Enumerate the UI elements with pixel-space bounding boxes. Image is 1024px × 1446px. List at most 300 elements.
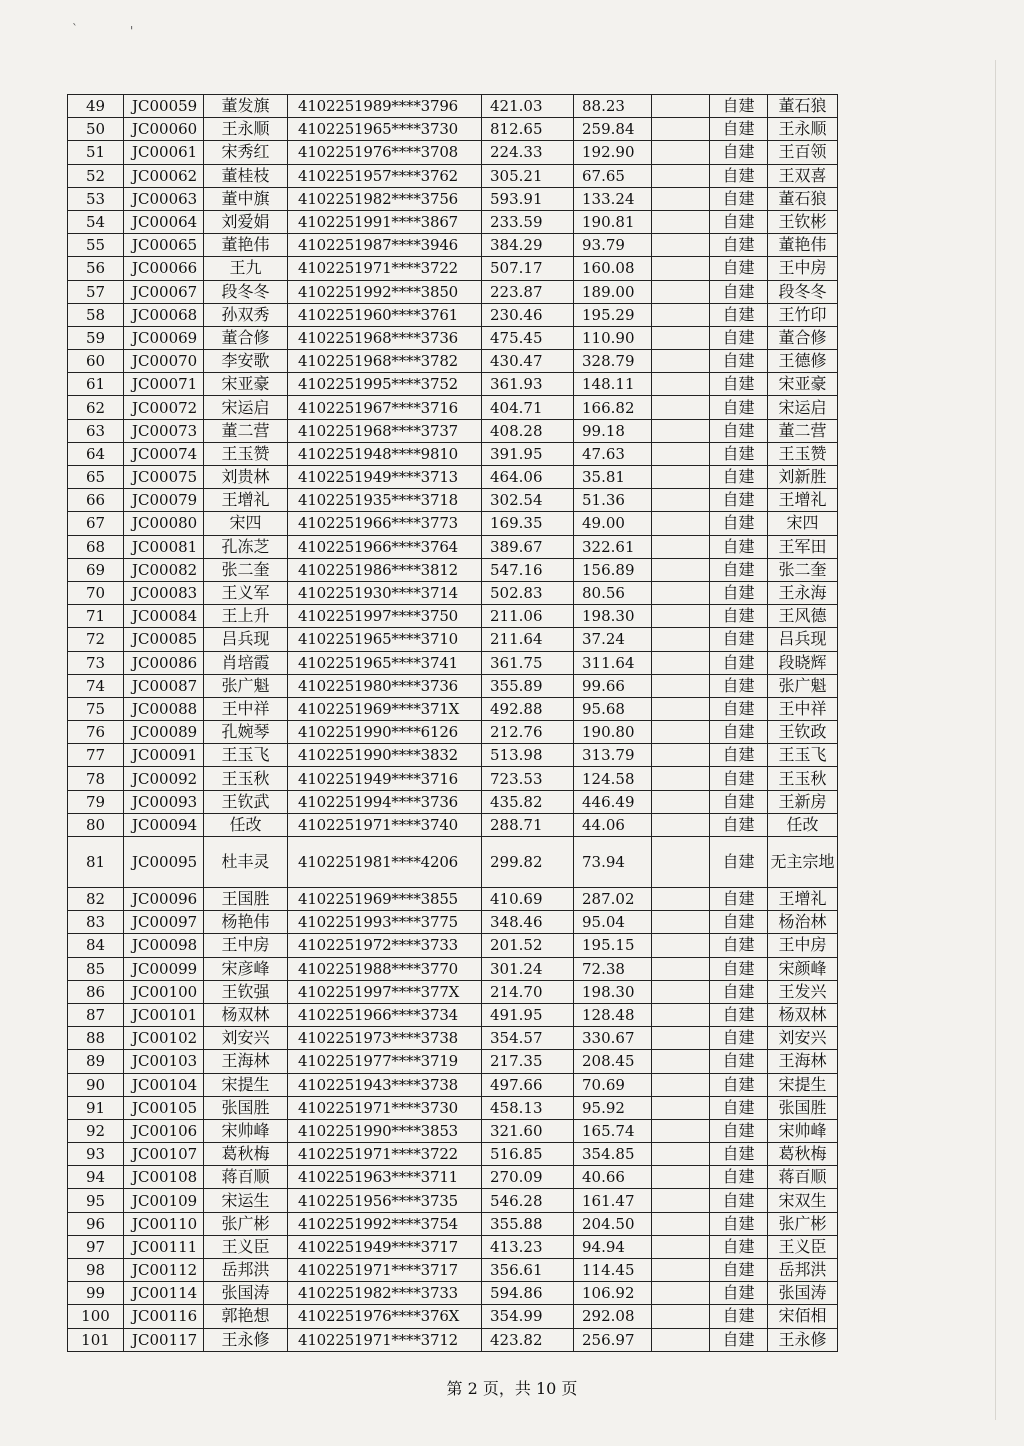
holder-name: 宋四 <box>204 512 288 535</box>
owner-name: 宋四 <box>768 512 838 535</box>
build-type: 自建 <box>710 442 768 465</box>
area-value-2: 166.82 <box>574 396 652 419</box>
area-value-2: 192.90 <box>574 141 652 164</box>
empty-cell <box>652 489 710 512</box>
row-number: 53 <box>68 187 124 210</box>
area-value-1: 299.82 <box>482 837 574 888</box>
area-value-1: 301.24 <box>482 957 574 980</box>
row-number: 101 <box>68 1328 124 1351</box>
area-value-2: 287.02 <box>574 888 652 911</box>
owner-name: 段晓辉 <box>768 651 838 674</box>
empty-cell <box>652 1027 710 1050</box>
build-type: 自建 <box>710 210 768 233</box>
parcel-code: JC00059 <box>124 95 204 118</box>
table-row <box>68 767 838 790</box>
table-row <box>68 350 838 373</box>
empty-cell <box>652 1073 710 1096</box>
parcel-code: JC00096 <box>124 888 204 911</box>
row-number: 86 <box>68 980 124 1003</box>
build-type: 自建 <box>710 1073 768 1096</box>
table-row <box>68 837 838 888</box>
owner-name: 宋颜峰 <box>768 957 838 980</box>
row-number: 52 <box>68 164 124 187</box>
id-number: 4102251991****3867 <box>288 210 482 233</box>
owner-name: 王永修 <box>768 1328 838 1351</box>
table-row <box>68 1259 838 1282</box>
row-number: 79 <box>68 790 124 813</box>
owner-name: 任改 <box>768 813 838 836</box>
owner-name: 王玉飞 <box>768 744 838 767</box>
row-number: 93 <box>68 1143 124 1166</box>
owner-name: 吕兵现 <box>768 628 838 651</box>
area-value-1: 212.76 <box>482 721 574 744</box>
id-number: 4102251990****3832 <box>288 744 482 767</box>
id-number: 4102251993****3775 <box>288 911 482 934</box>
parcel-code: JC00097 <box>124 911 204 934</box>
build-type: 自建 <box>710 373 768 396</box>
row-number: 97 <box>68 1235 124 1258</box>
id-number: 4102251990****6126 <box>288 721 482 744</box>
holder-name: 张国涛 <box>204 1282 288 1305</box>
area-value-1: 513.98 <box>482 744 574 767</box>
area-value-2: 190.80 <box>574 721 652 744</box>
id-number: 4102251994****3736 <box>288 790 482 813</box>
id-number: 4102251977****3719 <box>288 1050 482 1073</box>
area-value-2: 195.15 <box>574 934 652 957</box>
row-number: 77 <box>68 744 124 767</box>
row-number: 67 <box>68 512 124 535</box>
empty-cell <box>652 1003 710 1026</box>
area-value-2: 195.29 <box>574 303 652 326</box>
owner-name: 王义臣 <box>768 1235 838 1258</box>
id-number: 4102251968****3736 <box>288 326 482 349</box>
area-value-1: 384.29 <box>482 234 574 257</box>
owner-name: 张广彬 <box>768 1212 838 1235</box>
id-number: 4102251965****3730 <box>288 118 482 141</box>
area-value-1: 546.28 <box>482 1189 574 1212</box>
parcel-code: JC00100 <box>124 980 204 1003</box>
table-row <box>68 1027 838 1050</box>
area-value-2: 354.85 <box>574 1143 652 1166</box>
area-value-2: 292.08 <box>574 1305 652 1328</box>
id-number: 4102251973****3738 <box>288 1027 482 1050</box>
row-number: 80 <box>68 813 124 836</box>
empty-cell <box>652 187 710 210</box>
holder-name: 李安歌 <box>204 350 288 373</box>
empty-cell <box>652 1143 710 1166</box>
build-type: 自建 <box>710 1328 768 1351</box>
build-type: 自建 <box>710 1259 768 1282</box>
table-row <box>68 489 838 512</box>
table-row <box>68 721 838 744</box>
build-type: 自建 <box>710 790 768 813</box>
holder-name: 王钦武 <box>204 790 288 813</box>
table-row <box>68 957 838 980</box>
area-value-2: 311.64 <box>574 651 652 674</box>
parcel-code: JC00074 <box>124 442 204 465</box>
row-number: 98 <box>68 1259 124 1282</box>
holder-name: 王永顺 <box>204 118 288 141</box>
build-type: 自建 <box>710 674 768 697</box>
owner-name: 董合修 <box>768 326 838 349</box>
holder-name: 郭艳想 <box>204 1305 288 1328</box>
id-number: 4102251969****371X <box>288 697 482 720</box>
table-row <box>68 697 838 720</box>
area-value-1: 223.87 <box>482 280 574 303</box>
scan-artifact: ' <box>130 24 134 38</box>
owner-name: 杨治林 <box>768 911 838 934</box>
area-value-2: 35.81 <box>574 466 652 489</box>
row-number: 73 <box>68 651 124 674</box>
empty-cell <box>652 1166 710 1189</box>
owner-name: 王海林 <box>768 1050 838 1073</box>
owner-name: 董二营 <box>768 419 838 442</box>
id-number: 4102251989****3796 <box>288 95 482 118</box>
id-number: 4102251990****3853 <box>288 1119 482 1142</box>
holder-name: 张二奎 <box>204 558 288 581</box>
parcel-code: JC00064 <box>124 210 204 233</box>
build-type: 自建 <box>710 466 768 489</box>
area-value-1: 217.35 <box>482 1050 574 1073</box>
holder-name: 段冬冬 <box>204 280 288 303</box>
build-type: 自建 <box>710 303 768 326</box>
owner-name: 蒋百顺 <box>768 1166 838 1189</box>
empty-cell <box>652 1119 710 1142</box>
table-row <box>68 790 838 813</box>
id-number: 4102251981****4206 <box>288 837 482 888</box>
owner-name: 王百领 <box>768 141 838 164</box>
area-value-2: 95.68 <box>574 697 652 720</box>
area-value-2: 99.66 <box>574 674 652 697</box>
id-number: 4102251971****3722 <box>288 1143 482 1166</box>
table-row <box>68 605 838 628</box>
build-type: 自建 <box>710 837 768 888</box>
row-number: 66 <box>68 489 124 512</box>
area-value-2: 51.36 <box>574 489 652 512</box>
holder-name: 王中祥 <box>204 697 288 720</box>
holder-name: 王上升 <box>204 605 288 628</box>
owner-name: 王中祥 <box>768 697 838 720</box>
owner-name: 岳邦洪 <box>768 1259 838 1282</box>
owner-name: 宋亚豪 <box>768 373 838 396</box>
area-value-2: 95.04 <box>574 911 652 934</box>
table-row <box>68 1119 838 1142</box>
build-type: 自建 <box>710 721 768 744</box>
table-row <box>68 419 838 442</box>
holder-name: 宋运启 <box>204 396 288 419</box>
area-value-1: 348.46 <box>482 911 574 934</box>
table-row <box>68 373 838 396</box>
area-value-2: 94.94 <box>574 1235 652 1258</box>
id-number: 4102251980****3736 <box>288 674 482 697</box>
table-row <box>68 934 838 957</box>
build-type: 自建 <box>710 350 768 373</box>
empty-cell <box>652 790 710 813</box>
holder-name: 张广彬 <box>204 1212 288 1235</box>
area-value-1: 593.91 <box>482 187 574 210</box>
row-number: 63 <box>68 419 124 442</box>
build-type: 自建 <box>710 1003 768 1026</box>
table-row <box>68 326 838 349</box>
area-value-2: 114.45 <box>574 1259 652 1282</box>
empty-cell <box>652 257 710 280</box>
holder-name: 董二营 <box>204 419 288 442</box>
holder-name: 刘安兴 <box>204 1027 288 1050</box>
owner-name: 董石狼 <box>768 187 838 210</box>
area-value-2: 328.79 <box>574 350 652 373</box>
table-body <box>68 95 838 1352</box>
parcel-code: JC00068 <box>124 303 204 326</box>
id-number: 4102251967****3716 <box>288 396 482 419</box>
holder-name: 孔冻芝 <box>204 535 288 558</box>
owner-name: 张广魁 <box>768 674 838 697</box>
build-type: 自建 <box>710 605 768 628</box>
table-row <box>68 303 838 326</box>
area-value-2: 133.24 <box>574 187 652 210</box>
area-value-1: 435.82 <box>482 790 574 813</box>
holder-name: 杨艳伟 <box>204 911 288 934</box>
area-value-1: 361.75 <box>482 651 574 674</box>
parcel-code: JC00117 <box>124 1328 204 1351</box>
row-number: 84 <box>68 934 124 957</box>
empty-cell <box>652 141 710 164</box>
empty-cell <box>652 813 710 836</box>
empty-cell <box>652 1096 710 1119</box>
holder-name: 董发旗 <box>204 95 288 118</box>
area-value-2: 40.66 <box>574 1166 652 1189</box>
build-type: 自建 <box>710 95 768 118</box>
row-number: 70 <box>68 581 124 604</box>
area-value-1: 413.23 <box>482 1235 574 1258</box>
empty-cell <box>652 535 710 558</box>
area-value-1: 492.88 <box>482 697 574 720</box>
id-number: 4102251935****3718 <box>288 489 482 512</box>
id-number: 4102251957****3762 <box>288 164 482 187</box>
table-row <box>68 1328 838 1351</box>
parcel-code: JC00108 <box>124 1166 204 1189</box>
area-value-2: 165.74 <box>574 1119 652 1142</box>
parcel-code: JC00092 <box>124 767 204 790</box>
area-value-1: 305.21 <box>482 164 574 187</box>
table-row <box>68 1073 838 1096</box>
holder-name: 孙双秀 <box>204 303 288 326</box>
empty-cell <box>652 95 710 118</box>
build-type: 自建 <box>710 744 768 767</box>
area-value-2: 99.18 <box>574 419 652 442</box>
area-value-1: 270.09 <box>482 1166 574 1189</box>
empty-cell <box>652 118 710 141</box>
holder-name: 王九 <box>204 257 288 280</box>
row-number: 50 <box>68 118 124 141</box>
area-value-1: 355.88 <box>482 1212 574 1235</box>
area-value-1: 354.57 <box>482 1027 574 1050</box>
build-type: 自建 <box>710 1166 768 1189</box>
parcel-code: JC00075 <box>124 466 204 489</box>
empty-cell <box>652 303 710 326</box>
holder-name: 王国胜 <box>204 888 288 911</box>
parcel-code: JC00088 <box>124 697 204 720</box>
holder-name: 宋帅峰 <box>204 1119 288 1142</box>
empty-cell <box>652 1328 710 1351</box>
empty-cell <box>652 1050 710 1073</box>
empty-cell <box>652 442 710 465</box>
empty-cell <box>652 651 710 674</box>
area-value-1: 389.67 <box>482 535 574 558</box>
id-number: 4102251971****3722 <box>288 257 482 280</box>
build-type: 自建 <box>710 1027 768 1050</box>
id-number: 4102251960****3761 <box>288 303 482 326</box>
row-number: 51 <box>68 141 124 164</box>
area-value-1: 321.60 <box>482 1119 574 1142</box>
area-value-1: 421.03 <box>482 95 574 118</box>
id-number: 4102251956****3735 <box>288 1189 482 1212</box>
build-type: 自建 <box>710 1143 768 1166</box>
empty-cell <box>652 1189 710 1212</box>
empty-cell <box>652 558 710 581</box>
owner-name: 刘安兴 <box>768 1027 838 1050</box>
area-value-2: 110.90 <box>574 326 652 349</box>
build-type: 自建 <box>710 888 768 911</box>
parcel-code: JC00114 <box>124 1282 204 1305</box>
id-number: 4102251997****377X <box>288 980 482 1003</box>
page-footer <box>0 1376 1024 1399</box>
id-number: 4102251966****3773 <box>288 512 482 535</box>
owner-name: 宋双生 <box>768 1189 838 1212</box>
holder-name: 宋运生 <box>204 1189 288 1212</box>
land-register-table <box>67 94 838 1352</box>
parcel-code: JC00084 <box>124 605 204 628</box>
area-value-1: 491.95 <box>482 1003 574 1026</box>
table-row <box>68 396 838 419</box>
id-number: 4102251971****3712 <box>288 1328 482 1351</box>
row-number: 61 <box>68 373 124 396</box>
parcel-code: JC00070 <box>124 350 204 373</box>
area-value-1: 224.33 <box>482 141 574 164</box>
holder-name: 杜丰灵 <box>204 837 288 888</box>
area-value-1: 354.99 <box>482 1305 574 1328</box>
area-value-1: 214.70 <box>482 980 574 1003</box>
holder-name: 刘贵林 <box>204 466 288 489</box>
build-type: 自建 <box>710 419 768 442</box>
id-number: 4102251966****3734 <box>288 1003 482 1026</box>
row-number: 90 <box>68 1073 124 1096</box>
build-type: 自建 <box>710 911 768 934</box>
holder-name: 吕兵现 <box>204 628 288 651</box>
table-row <box>68 234 838 257</box>
holder-name: 宋亚豪 <box>204 373 288 396</box>
area-value-2: 156.89 <box>574 558 652 581</box>
build-type: 自建 <box>710 234 768 257</box>
holder-name: 王玉飞 <box>204 744 288 767</box>
empty-cell <box>652 350 710 373</box>
area-value-2: 73.94 <box>574 837 652 888</box>
owner-name: 王永海 <box>768 581 838 604</box>
row-number: 87 <box>68 1003 124 1026</box>
empty-cell <box>652 466 710 489</box>
row-number: 68 <box>68 535 124 558</box>
empty-cell <box>652 373 710 396</box>
parcel-code: JC00104 <box>124 1073 204 1096</box>
build-type: 自建 <box>710 1305 768 1328</box>
area-value-2: 93.79 <box>574 234 652 257</box>
area-value-1: 464.06 <box>482 466 574 489</box>
area-value-2: 330.67 <box>574 1027 652 1050</box>
build-type: 自建 <box>710 326 768 349</box>
empty-cell <box>652 234 710 257</box>
id-number: 4102251971****3730 <box>288 1096 482 1119</box>
id-number: 4102251969****3855 <box>288 888 482 911</box>
owner-name: 段冬冬 <box>768 280 838 303</box>
table-row <box>68 187 838 210</box>
build-type: 自建 <box>710 767 768 790</box>
row-number: 76 <box>68 721 124 744</box>
row-number: 56 <box>68 257 124 280</box>
holder-name: 王增礼 <box>204 489 288 512</box>
area-value-2: 446.49 <box>574 790 652 813</box>
empty-cell <box>652 767 710 790</box>
scan-artifact: ` <box>72 22 78 36</box>
holder-name: 杨双林 <box>204 1003 288 1026</box>
row-number: 88 <box>68 1027 124 1050</box>
empty-cell <box>652 1212 710 1235</box>
empty-cell <box>652 744 710 767</box>
row-number: 95 <box>68 1189 124 1212</box>
area-value-2: 148.11 <box>574 373 652 396</box>
row-number: 75 <box>68 697 124 720</box>
build-type: 自建 <box>710 581 768 604</box>
area-value-1: 423.82 <box>482 1328 574 1351</box>
area-value-1: 458.13 <box>482 1096 574 1119</box>
table-row <box>68 1166 838 1189</box>
row-number: 64 <box>68 442 124 465</box>
area-value-1: 594.86 <box>482 1282 574 1305</box>
area-value-2: 313.79 <box>574 744 652 767</box>
owner-name: 宋提生 <box>768 1073 838 1096</box>
empty-cell <box>652 581 710 604</box>
holder-name: 葛秋梅 <box>204 1143 288 1166</box>
table-row <box>68 442 838 465</box>
table-row <box>68 651 838 674</box>
table-row <box>68 1282 838 1305</box>
area-value-2: 161.47 <box>574 1189 652 1212</box>
id-number: 4102251992****3754 <box>288 1212 482 1235</box>
area-value-1: 302.54 <box>482 489 574 512</box>
area-value-2: 128.48 <box>574 1003 652 1026</box>
build-type: 自建 <box>710 558 768 581</box>
build-type: 自建 <box>710 1096 768 1119</box>
owner-name: 无主宗地 <box>768 837 838 888</box>
build-type: 自建 <box>710 164 768 187</box>
parcel-code: JC00071 <box>124 373 204 396</box>
row-number: 82 <box>68 888 124 911</box>
empty-cell <box>652 1235 710 1258</box>
holder-name: 王钦强 <box>204 980 288 1003</box>
holder-name: 董桂枝 <box>204 164 288 187</box>
area-value-1: 502.83 <box>482 581 574 604</box>
table-row <box>68 280 838 303</box>
owner-name: 葛秋梅 <box>768 1143 838 1166</box>
table-row <box>68 744 838 767</box>
owner-name: 王永顺 <box>768 118 838 141</box>
owner-name: 王发兴 <box>768 980 838 1003</box>
build-type: 自建 <box>710 934 768 957</box>
build-type: 自建 <box>710 535 768 558</box>
parcel-code: JC00082 <box>124 558 204 581</box>
area-value-2: 106.92 <box>574 1282 652 1305</box>
row-number: 83 <box>68 911 124 934</box>
id-number: 4102251972****3733 <box>288 934 482 957</box>
id-number: 4102251949****3717 <box>288 1235 482 1258</box>
